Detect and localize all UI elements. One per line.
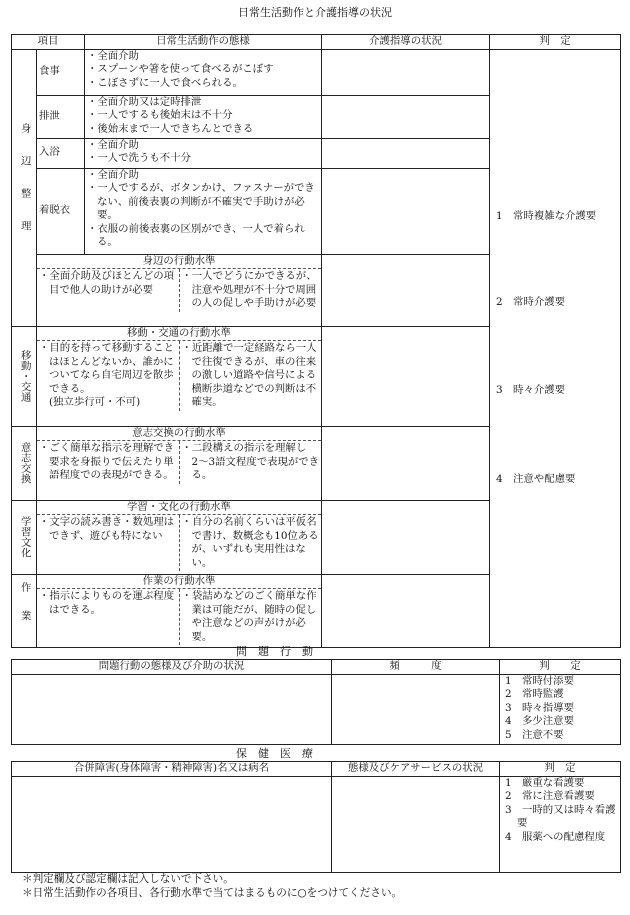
level-option[interactable]: ・ 一人でどうにかできるが、注意や処理が不十分で周囲の人の促しや手助けが必要: [182, 270, 320, 311]
guidance-cell[interactable]: [322, 254, 490, 326]
medical-title: 保 健 医 療: [236, 747, 313, 760]
category-text: 身辺整理: [18, 122, 31, 253]
level-option[interactable]: ・ 自分の名前くらいは平仮名で書け、数概念も10位あるが、いずれも実用性はない。: [182, 516, 320, 570]
level-option[interactable]: ・ 指示によりものを運ぶ程度はできる。: [39, 590, 177, 617]
judgment-item[interactable]: 4 多少注意要: [505, 715, 574, 728]
guidance-cell[interactable]: [322, 168, 490, 254]
behavior-title: 問 題 行 動: [236, 645, 313, 658]
behavior-header-judgment: 判 定: [500, 660, 621, 675]
state-item[interactable]: ・ スプーンや箸を使って食べるがこぼす: [87, 63, 319, 77]
judgment-item[interactable]: 3 時々介護要: [496, 384, 565, 397]
judgment-item[interactable]: 2 常に注意看護要: [505, 790, 595, 803]
level-option[interactable]: ・ 目的を持って移動することはほとんどないか、誰かについてなら自宅周辺を散歩できる。 (独立歩行可・不可): [39, 342, 177, 410]
judgment-item[interactable]: 3 時々指導要: [505, 701, 574, 714]
medical-header-disease: 合併障害(身体障害・精神障害)名又は病名: [12, 762, 332, 777]
judgment-item[interactable]: 1 厳重な看護要: [505, 776, 585, 789]
state-item[interactable]: ・ 衣服の前後表裏の区別ができ、一人で着られる。: [87, 223, 319, 250]
level-option[interactable]: ・ 文字の読み書き・数処理はできず、遊びも特にない: [39, 516, 177, 543]
state-item[interactable]: ・ 全面介助: [87, 169, 319, 183]
level-label-text: 移動・交通: [18, 350, 31, 403]
level-label-text: 作業: [18, 582, 31, 639]
judgment-item[interactable]: 1 常時付添要: [505, 674, 574, 687]
medical-disease-cell[interactable]: [12, 776, 332, 872]
header-state: 日常生活動作の態様: [85, 35, 322, 50]
behavior-header-state: 問題行動の態様及び介助の状況: [12, 660, 332, 675]
level-option[interactable]: ・ 全面介助及びほとんどの項目で他人の助けが必要: [39, 270, 177, 297]
level-header: 身辺の行動水準: [37, 255, 321, 270]
judgment-item[interactable]: 5 注意不要: [505, 728, 564, 741]
row-states-meal: [85, 49, 322, 95]
state-item[interactable]: ・ 一人でするが、ボタンかけ、ファスナーができない、前後表裏の判断が不確実で手助けが必要。: [87, 182, 319, 223]
level-header: 学習・文化の行動水準: [37, 501, 321, 516]
note-2: ＊日常生活動作の各項目、各行動水準で当てはまるものに○をつけてください。: [22, 887, 403, 899]
row-states-bath: [85, 138, 322, 168]
judgment-item[interactable]: 2 常時介護要: [496, 295, 565, 308]
level-label-mobility: [12, 326, 37, 426]
row-label-excretion: 排泄: [37, 95, 85, 138]
level-label-work: [12, 574, 37, 647]
level-label-text: 意志交換: [18, 442, 31, 484]
state-item[interactable]: ・ 全面介助又は定時排泄: [87, 96, 319, 110]
row-label-meal: 食事: [37, 49, 85, 95]
level-label-learning: [12, 500, 37, 574]
level-label-communication: [12, 426, 37, 500]
medical-care-cell[interactable]: [332, 776, 500, 872]
guidance-cell[interactable]: [322, 138, 490, 168]
guidance-cell[interactable]: [322, 326, 490, 426]
state-item[interactable]: ・ 一人で洗うも不十分: [87, 152, 319, 166]
state-item[interactable]: ・ 全面介助: [87, 50, 319, 64]
guidance-cell[interactable]: [322, 95, 490, 138]
guidance-cell[interactable]: [322, 574, 490, 647]
page-title: 日常生活動作と介護指導の状況: [238, 6, 392, 19]
behavior-table: [11, 659, 621, 745]
adl-judgment-cell: [490, 49, 621, 647]
medical-header-judgment: 判 定: [500, 762, 621, 777]
row-label-bath: 入浴: [37, 138, 85, 168]
guidance-cell[interactable]: [322, 500, 490, 574]
category-label: [12, 49, 37, 326]
judgment-item[interactable]: 2 常時監護: [505, 688, 564, 701]
behavior-frequency-cell[interactable]: [332, 674, 500, 744]
adl-table: [11, 34, 621, 648]
header-guidance: 介護指導の状況: [322, 35, 490, 50]
level-learning: [37, 500, 322, 574]
level-work: [37, 574, 322, 647]
guidance-cell[interactable]: [322, 49, 490, 95]
level-option[interactable]: ・ ごく簡単な指示を理解でき要求を身振りで伝えたり単語程度での表現ができる。: [39, 442, 177, 483]
state-item[interactable]: ・ 一人でするも後始末は不十分: [87, 109, 319, 123]
behavior-header-frequency: 頻 度: [332, 660, 500, 675]
level-self-care: [37, 254, 322, 326]
row-label-dressing: 着脱衣: [37, 168, 85, 254]
state-item[interactable]: ・ こぼさずに一人で食べられる。: [87, 77, 319, 91]
level-header: 移動・交通の行動水準: [37, 327, 321, 342]
level-header: 作業の行動水準: [37, 575, 321, 590]
level-option[interactable]: ・ 袋詰めなどのごく簡単な作業は可能だが、随時の促しや注意などの声がけが必要。: [182, 590, 320, 644]
state-item[interactable]: ・ 後始末まで一人できちんとできる: [87, 123, 319, 137]
level-option[interactable]: ・ 二段構えの指示を理解し2〜3語文程度で表現ができる。: [182, 442, 320, 483]
medical-header-care: 態様及びケアサービスの状況: [332, 762, 500, 777]
state-item[interactable]: ・ 全面介助: [87, 139, 319, 153]
judgment-item[interactable]: 1 常時複雑な介護要: [496, 209, 597, 222]
medical-judgment-cell: [500, 776, 621, 872]
level-header: 意志交換の行動水準: [37, 427, 321, 442]
level-mobility: [37, 326, 322, 426]
row-states-dressing: [85, 168, 322, 254]
header-judgment: 判 定: [490, 35, 621, 50]
level-option[interactable]: ・ 近距離で一定経路なら一人で往復できるが、車の往来の激しい道路や信号による横断歩道などでの判断は不確実。: [182, 342, 320, 410]
medical-table: [11, 761, 621, 873]
judgment-item[interactable]: 4 服薬への配慮程度: [505, 830, 606, 843]
guidance-cell[interactable]: [322, 426, 490, 500]
header-item: 項目: [12, 35, 85, 50]
level-communication: [37, 426, 322, 500]
row-states-excretion: [85, 95, 322, 138]
behavior-state-cell[interactable]: [12, 674, 332, 744]
behavior-judgment-cell: [500, 674, 621, 744]
judgment-item[interactable]: 4 注意や配慮要: [496, 472, 576, 485]
judgment-item[interactable]: 3 一時的又は時々看護要: [505, 803, 616, 830]
note-1: ＊判定欄及び認定欄は記入しないで下さい。: [22, 873, 234, 885]
level-label-text: 学習文化: [18, 516, 31, 558]
